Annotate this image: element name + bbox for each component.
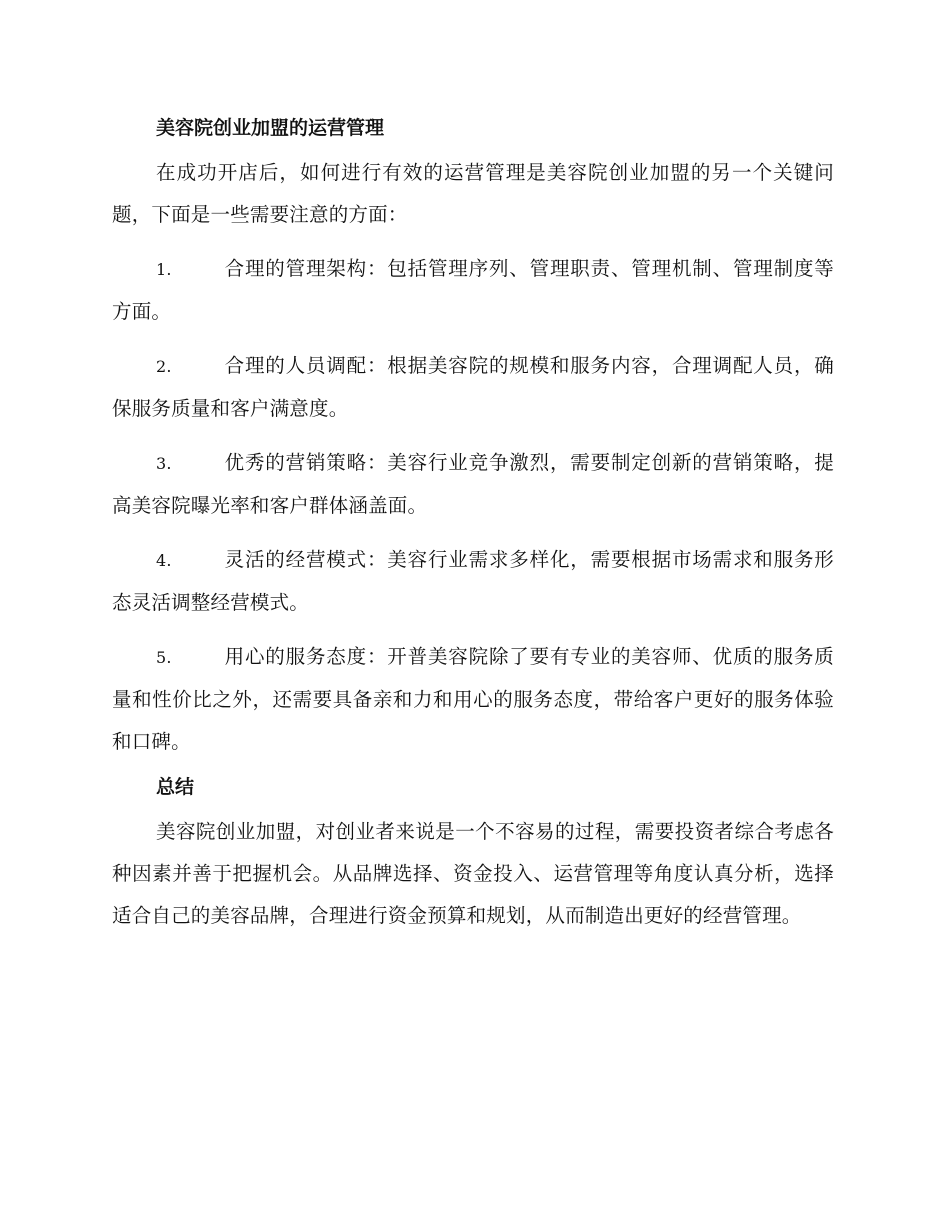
list-item-text: 优秀的营销策略：美容行业竞争激烈，需要制定创新的营销策略，提高美容院曝光率和客户群体涵盖面。 [112, 451, 834, 517]
document-content [112, 108, 834, 937]
list-item-number: 4. [156, 551, 172, 570]
list-item [112, 539, 834, 624]
list-item-text: 灵活的经营模式：美容行业需求多样化，需要根据市场需求和服务形态灵活调整经营模式。 [112, 548, 834, 614]
list-item-text: 合理的管理架构：包括管理序列、管理职责、管理机制、管理制度等方面。 [112, 257, 834, 323]
list-item-text: 合理的人员调配：根据美容院的规模和服务内容，合理调配人员，确保服务质量和客户满意度。 [112, 354, 834, 420]
section-heading-summary: 总结 [156, 776, 195, 798]
list-item-number: 2. [156, 357, 172, 376]
list-item-number: 1. [156, 260, 172, 279]
intro-paragraph: 在成功开店后，如何进行有效的运营管理是美容院创业加盟的另一个关键问题，下面是一些需要注意的方面： [112, 161, 834, 226]
list-item [112, 248, 834, 333]
list-item-number: 3. [156, 454, 172, 473]
summary-paragraph: 美容院创业加盟，对创业者来说是一个不容易的过程，需要投资者综合考虑各种因素并善于把握机会。从品牌选择、资金投入、运营管理等角度认真分析，选择适合自己的美容品牌，合理进行资金预算和规划，从而制造出更好的经营管理。 [112, 820, 834, 927]
list-item [112, 636, 834, 763]
section-heading-operations: 美容院创业加盟的运营管理 [156, 117, 385, 139]
list-item-text: 用心的服务态度：开普美容院除了要有专业的美容师、优质的服务质量和性价比之外，还需要具备亲和力和用心的服务态度，带给客户更好的服务体验和口碑。 [112, 645, 834, 753]
list-item [112, 442, 834, 527]
list-item [112, 345, 834, 430]
list-item-number: 5. [156, 648, 172, 667]
